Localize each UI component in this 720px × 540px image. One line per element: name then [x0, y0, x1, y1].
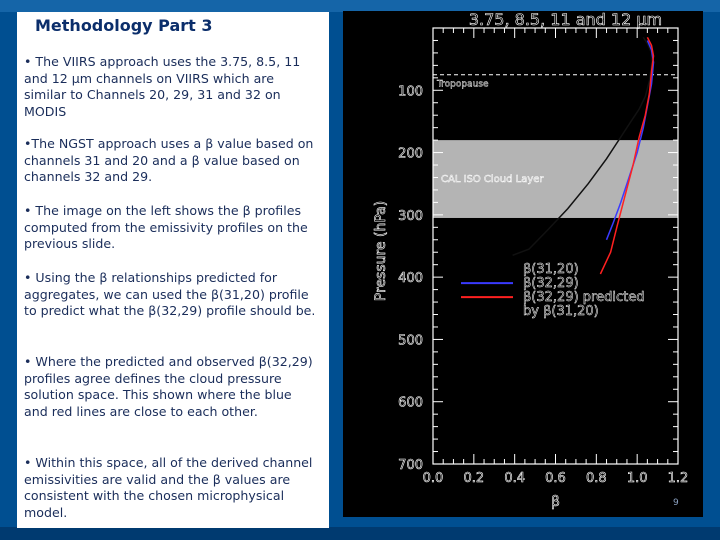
beta-profile-chart [343, 11, 703, 517]
bullet-valid-emissivities: • Within this space, all of the derived channel emissivities are valid and the β values are consistent with the chosen microphysical model. [24, 455, 313, 520]
x-tick-label: 0.0 [422, 471, 444, 486]
x-tick-label: 0.6 [545, 471, 566, 486]
y-tick-label: 300 [398, 208, 423, 224]
text-panel [17, 12, 329, 528]
bullet-beta-relationships: • Using the β relationships predicted for aggregates, we can used the β(31,20) profile to predict what the β(32,29) profile should be. [24, 270, 316, 319]
plot-frame [433, 28, 678, 464]
y-tick-label: 400 [398, 271, 423, 287]
legend-label-3: by β(31,20) [523, 304, 599, 320]
bullet-beta-profiles: • The image on the left shows the β profiles computed from the emissivity profiles on the previous slide. [24, 203, 308, 252]
x-tick-label: 1.0 [626, 471, 648, 486]
legend-label-1: β(32,29) [523, 276, 579, 292]
bullet-viirs-approach: • The VIIRS approach uses the 3.75, 8.5, 11 and 12 μm channels on VIIRS which are similar to Channels 20, 29, 31 and 32 on MODIS [24, 54, 301, 119]
y-tick-label: 600 [398, 395, 423, 411]
x-tick-label: 0.8 [585, 471, 607, 486]
chart-title: 3.75, 8.5, 11 and 12 μm [468, 11, 663, 29]
x-tick-label: 0.4 [504, 471, 526, 486]
bullet-ngst-approach: •The NGST approach uses a β value based on channels 31 and 20 and a β value based on channels 32 and 29. [24, 136, 314, 185]
tropopause-label: Tropopause [437, 79, 489, 90]
x-tick-label: 0.2 [463, 471, 485, 486]
legend-label-0: β(31,20) [523, 262, 579, 278]
y-tick-label: 200 [398, 146, 423, 162]
y-axis-label: Pressure (hPa) [373, 200, 389, 302]
y-tick-label: 100 [398, 84, 423, 100]
page-number: 9 [673, 498, 679, 508]
bullet-solution-space: • Where the predicted and observed β(32,29) profiles agree defines the cloud pressure solution space. This shown where the blue and red lines are close to each other. [24, 354, 313, 419]
y-tick-label: 700 [398, 458, 423, 473]
x-axis-label: β [551, 494, 560, 510]
y-tick-label: 500 [398, 333, 423, 349]
cloud-layer-label: CAL ISO Cloud Layer [441, 174, 544, 186]
chart-svg [343, 11, 703, 517]
slide-title: Methodology Part 3 [35, 16, 213, 35]
legend-label-2: β(32,29) predicted [523, 290, 645, 306]
x-tick-label: 1.2 [667, 471, 689, 486]
